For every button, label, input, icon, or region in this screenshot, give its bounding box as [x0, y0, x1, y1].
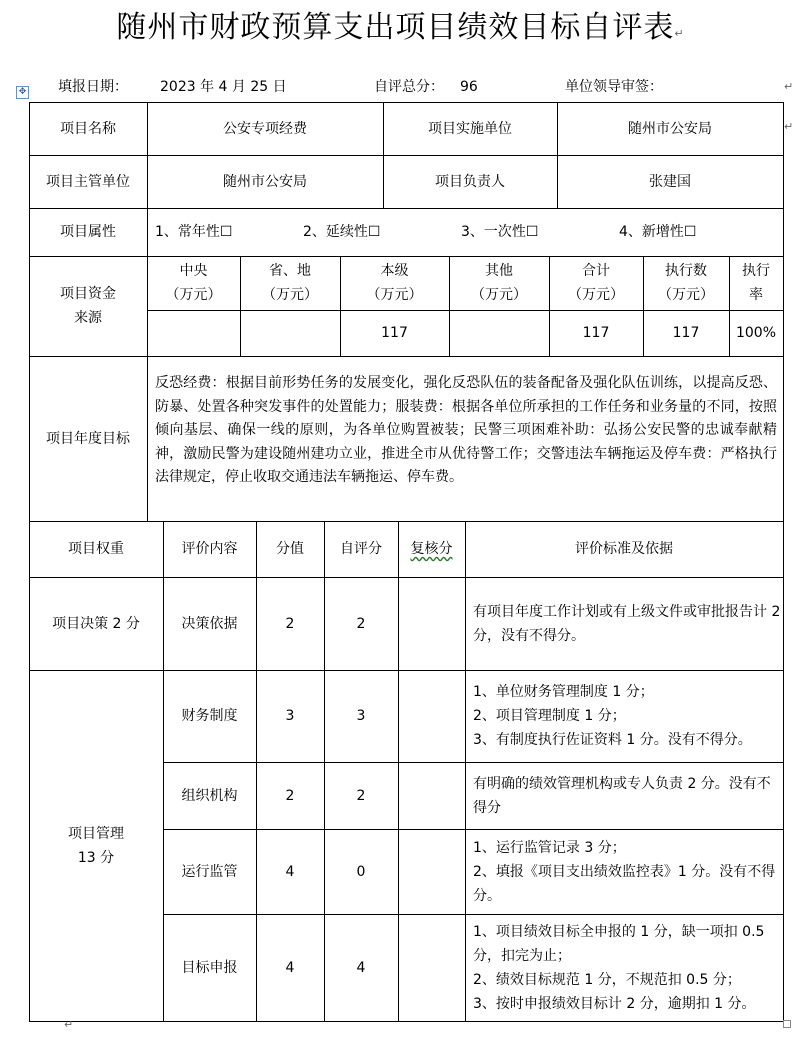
eval-score: 3: [285, 708, 295, 724]
eval-criteria-line: 2、绩效目标规范 1 分，不规范扣 0.5 分；: [473, 971, 741, 988]
funding-header: [147, 256, 240, 310]
funding-value: 100%: [735, 325, 777, 341]
eval-criteria-line: 有明确的绩效管理机构或专人负责 2 分。没有不得分: [473, 775, 771, 816]
eval-review-score: [398, 829, 465, 914]
table-move-handle-icon[interactable]: ✥: [16, 86, 29, 99]
eval-criteria: [473, 670, 781, 762]
eval-criteria-line: 3、有制度执行佐证资料 1 分。没有不得分。: [473, 732, 752, 748]
funding-label: 项目资金 来源: [60, 286, 116, 326]
paragraph-mark: ↵: [64, 1018, 74, 1031]
eval-criteria-line: 2、项目管理制度 1 分；: [473, 708, 626, 724]
eval-content: 运行监管: [181, 863, 238, 880]
date-value: 2023 年 4 月 25 日: [160, 79, 287, 95]
eval-criteria: [473, 762, 781, 829]
eval-weight-line: 项目管理: [68, 825, 124, 842]
score-label: 自评总分：: [374, 79, 444, 95]
eval-header-weight: 项目权重: [68, 541, 124, 557]
eval-criteria-line: 1、项目绩效目标全申报的 1 分，缺一项扣 0.5 分，扣完为止；: [473, 923, 765, 964]
eval-criteria: [473, 577, 781, 670]
page-title: 随州市财政预算支出项目绩效目标自评表↵: [116, 10, 685, 45]
attr-option-1[interactable]: 1、常年性☐: [155, 224, 233, 240]
paragraph-mark: ↵: [784, 80, 794, 93]
eval-criteria-line: 2、填报《项目支出绩效监控表》1 分。没有不得分。: [473, 863, 776, 904]
eval-content: 决策依据: [181, 615, 238, 632]
funding-header-unit: （万元）: [471, 287, 527, 303]
funding-value: [449, 310, 549, 356]
eval-header-score: 分值: [276, 541, 304, 557]
funding-header: [340, 256, 449, 310]
eval-self-score: 2: [356, 787, 366, 804]
eval-content: 目标申报: [181, 959, 238, 976]
paragraph-mark: ↵: [784, 120, 794, 133]
project-name-value: 公安专项经费: [223, 120, 307, 137]
eval-score: 2: [285, 615, 295, 632]
funding-header-unit: 率: [749, 287, 763, 303]
eval-score: 4: [285, 863, 295, 880]
funding-header: [240, 256, 340, 310]
table-rule: [783, 102, 784, 1022]
score-value: 96: [460, 79, 478, 95]
funding-header-unit: （万元）: [366, 287, 423, 303]
eval-weight-line: 13 分: [77, 849, 115, 866]
date-label: 填报日期：: [58, 79, 128, 95]
eval-weight: [29, 670, 163, 1021]
funding-value: 117: [582, 325, 610, 341]
eval-criteria-line: 有项目年度工作计划或有上级文件或审批报告计 2 分，没有不得分。: [473, 603, 781, 644]
eval-review-score: [398, 670, 465, 762]
attr-option-3[interactable]: 3、一次性☐: [461, 224, 539, 240]
eval-header-self: 自评分: [340, 541, 382, 557]
leader-value: 张建国: [649, 173, 691, 190]
eval-criteria-line: 3、按时申报绩效目标计 2 分，逾期扣 1 分。: [473, 995, 756, 1012]
eval-weight-line: 项目决策 2 分: [52, 615, 140, 632]
funding-header-unit: （万元）: [568, 287, 624, 303]
funding-header-unit: （万元）: [658, 287, 714, 303]
funding-header: [549, 256, 643, 310]
project-name-label: 项目名称: [60, 120, 116, 137]
funding-value: [147, 310, 240, 356]
eval-criteria-line: 1、运行监管记录 3 分；: [473, 839, 626, 856]
goal-text: 反恐经费：根据目前形势任务的发展变化，强化反恐队伍的装备配备及强化队伍训练，以提高反恐、防暴、处置各种突发事件的处置能力；服装费：根据各单位所承担的工作任务和业务量的不同，按照倾向基层、确保一线的原则，为各单位购置被装；民警三项困难补助：弘扬公安民警的忠诚奉献精神，激励民警为建设随州建功立业，推进全市从优待警工作；交警违法车辆拖运及停车费：严格执行法律规定，停止收取交通违法车辆拖运、停车费。: [155, 375, 777, 485]
eval-review-score: [398, 762, 465, 829]
eval-header-criteria: 评价标准及依据: [575, 541, 673, 557]
funding-header-line: 省、地: [269, 263, 311, 279]
goal-label: 项目年度目标: [46, 430, 130, 447]
funding-header: [729, 256, 783, 310]
eval-criteria: [473, 914, 781, 1021]
funding-header: [449, 256, 549, 310]
funding-header: [643, 256, 729, 310]
funding-header-line: 执行数: [665, 263, 707, 279]
eval-self-score: 2: [356, 615, 366, 632]
eval-criteria-line: 1、单位财务管理制度 1 分；: [473, 684, 654, 700]
impl-unit-value: 随州市公安局: [628, 120, 712, 137]
eval-self-score: 0: [356, 863, 366, 880]
funding-header-line: 本级: [380, 263, 409, 279]
eval-weight: [29, 577, 163, 670]
leader-label: 项目负责人: [435, 173, 505, 190]
eval-criteria: [473, 829, 781, 914]
eval-self-score: 4: [356, 959, 366, 976]
admin-unit-label: 项目主管单位: [46, 173, 130, 190]
funding-header-unit: （万元）: [262, 287, 318, 303]
eval-review-score: [398, 577, 465, 670]
funding-value: [240, 310, 340, 356]
attr-option-2[interactable]: 2、延续性☐: [303, 224, 381, 240]
admin-unit-value: 随州市公安局: [223, 173, 307, 190]
attr-label: 项目属性: [60, 224, 116, 240]
sign-label: 单位领导审签：: [565, 79, 663, 95]
eval-score: 2: [285, 787, 295, 804]
funding-header-line: 合计: [582, 263, 610, 279]
impl-unit-label: 项目实施单位: [428, 120, 512, 137]
eval-score: 4: [285, 959, 295, 976]
table-rule: [465, 521, 466, 1022]
funding-value: 117: [672, 325, 700, 341]
funding-header-line: 执行: [742, 263, 770, 279]
attr-option-4[interactable]: 4、新增性☐: [619, 224, 697, 240]
eval-header-review: 复核分: [410, 541, 453, 557]
funding-header-line: 中央: [179, 263, 208, 279]
table-rule: [29, 1021, 784, 1022]
eval-header-content: 评价内容: [181, 541, 238, 557]
eval-content: 组织机构: [181, 787, 238, 804]
funding-header-line: 其他: [485, 263, 513, 279]
table-resize-handle[interactable]: [783, 1020, 791, 1028]
eval-review-score: [398, 914, 465, 1021]
funding-value: 117: [381, 325, 408, 341]
eval-content: 财务制度: [181, 708, 238, 724]
eval-self-score: 3: [356, 708, 366, 724]
funding-header-unit: （万元）: [165, 287, 222, 303]
